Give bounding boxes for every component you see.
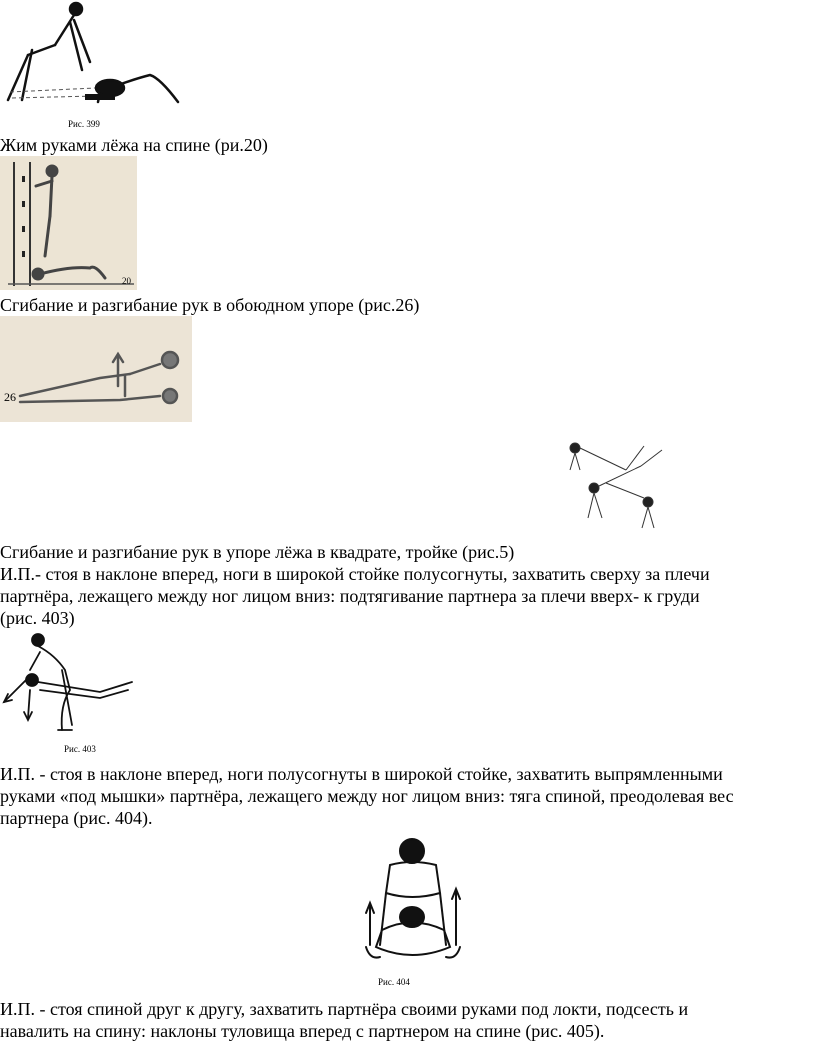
paragraph-square-triple: Сгибание и разгибание рук в упоре лёжа в квадрате, тройке (рис.5) bbox=[0, 542, 515, 562]
paragraph-403-line-2: партнёра, лежащего между ног лицом вниз: подтягивание партнера за плечи вверх- к груди bbox=[0, 586, 700, 606]
paragraph-404-line-2: руками «под мышки» партнёра, лежащего между ног лицом вниз: тяга спиной, преодолевая вес bbox=[0, 786, 734, 806]
figure-403 bbox=[0, 630, 140, 756]
figure-pair-press bbox=[0, 0, 190, 130]
paragraph-404-line-1: И.П. - стоя в наклоне вперед, ноги полусогнуты в широкой стойке, захватить выпрямленными bbox=[0, 764, 723, 784]
paragraph-mutual-support: Сгибание и разгибание рук в обоюдном упоре (рис.26) bbox=[0, 295, 420, 315]
figure-number: 20 bbox=[122, 276, 131, 286]
paragraph-press-lying: Жим руками лёжа на спине (ри.20) bbox=[0, 135, 268, 155]
figure-square-triple bbox=[566, 428, 696, 556]
paragraph-405-line-2: навалить на спину: наклоны туловища вперед с партнером на спине (рис. 405). bbox=[0, 1021, 605, 1041]
figure-caption: Рис. 404 bbox=[378, 977, 410, 987]
figure-number: 26 bbox=[4, 390, 16, 404]
figure-caption: Рис. 403 bbox=[64, 744, 96, 754]
paragraph-403-line-3: (рис. 403) bbox=[0, 608, 75, 628]
paragraph-403-line-1: И.П.- стоя в наклоне вперед, ноги в широкой стойке полусогнуты, захватить сверху за плечи bbox=[0, 564, 710, 584]
figure-404 bbox=[360, 835, 470, 993]
figure-mutual-support bbox=[0, 316, 192, 422]
figure-caption: Рис. 399 bbox=[68, 119, 100, 129]
paragraph-404-line-3: партнера (рис. 404). bbox=[0, 808, 153, 828]
paragraph-405-line-1: И.П. - стоя спиной друг к другу, захватить партнёра своими руками под локти, подсесть и bbox=[0, 999, 689, 1019]
figure-wall-bars bbox=[0, 156, 137, 290]
